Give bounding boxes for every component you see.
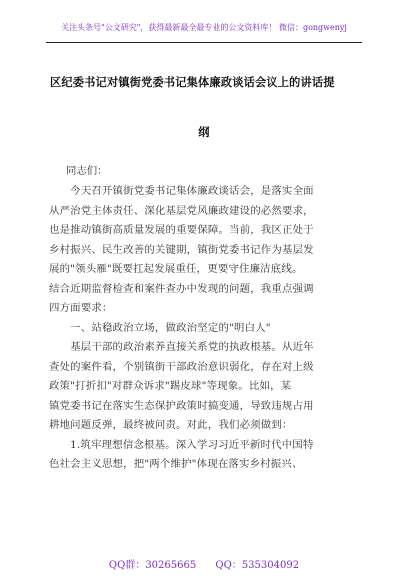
- body-line: 今天召开镇街党委书记集体廉政谈话会，是落实全面: [49, 185, 314, 197]
- body-line: 查处的案件看，个别镇街干部政治意识弱化，存在对上级: [49, 360, 314, 373]
- body-line: 色社会主义思想，把"两个维护"体现在落实乡村振兴、: [49, 458, 303, 470]
- body-line: 从严治党主体责任、深化基层党风廉政建设的必然要求，: [49, 204, 314, 217]
- body-line: 基层干部的政治素养直接关系党的执政根基。从近年: [49, 341, 314, 353]
- body-line: 结合近期监督检查和案件查办中发现的问题，我重点强调: [49, 282, 314, 295]
- document-title-line-1: 区纪委书记对镇街党委书记集体廉政谈话会议上的讲话提: [50, 75, 335, 89]
- body-line: 四方面要求：: [49, 302, 113, 314]
- footer-contact: [0, 556, 408, 571]
- document-title-line-2: 纲: [198, 125, 210, 139]
- body-line: 1.筑牢理想信念根基。深入学习习近平新时代中国特: [49, 438, 314, 451]
- body-line: 展的"领头雁"既要扛起发展重任，更要守住廉洁底线。: [49, 263, 303, 275]
- header-divider: [46, 42, 362, 43]
- footer-qq-group: QQ群：30265665: [108, 560, 197, 571]
- document-body: [49, 182, 361, 475]
- footer-qq: QQ：535304092: [215, 560, 300, 571]
- body-line: 乡村振兴、民生改善的关键期，镇街党委书记作为基层发: [49, 243, 314, 256]
- greeting: 同志们：: [66, 165, 108, 177]
- body-line: 也是推动镇街高质量发展的重要保障。当前，我区正处于: [49, 224, 314, 236]
- body-line: 镇党委书记在落实生态保护政策时搞变通，导致违规占用: [49, 399, 314, 412]
- section-heading: 一、站稳政治立场，做政治坚定的"明白人": [49, 321, 271, 334]
- body-line: 耕地问题反弹，最终被问责。对此，我们必须做到：: [49, 419, 293, 431]
- header-banner: 关注头条号"公文研究"，获得最新最全最专业的公文资料库！ 微信：gongwenyj: [61, 23, 347, 32]
- body-line: 政策"打折扣"对群众诉求"踢皮球"等现象。比如，某: [49, 380, 292, 392]
